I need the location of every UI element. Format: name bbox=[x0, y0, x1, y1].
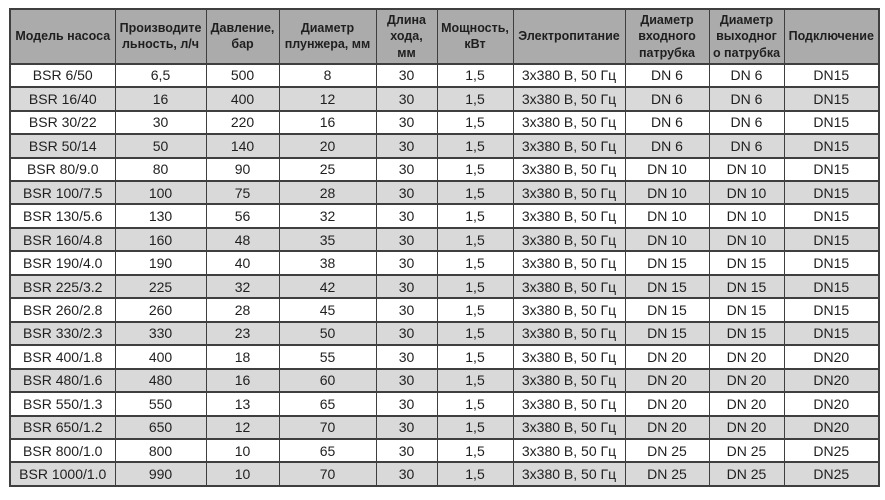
spec-cell: 56 bbox=[206, 204, 279, 227]
table-row bbox=[10, 392, 879, 415]
spec-cell: 13 bbox=[206, 392, 279, 415]
spec-cell: 30 bbox=[376, 134, 437, 157]
spec-cell: 16 bbox=[115, 87, 206, 110]
spec-cell: DN15 bbox=[784, 204, 879, 227]
spec-cell: 1,5 bbox=[437, 439, 513, 462]
spec-cell: 80 bbox=[115, 158, 206, 181]
spec-cell: 30 bbox=[376, 462, 437, 486]
model-cell: BSR 190/4.0 bbox=[10, 251, 115, 274]
spec-cell: DN 20 bbox=[709, 369, 784, 392]
spec-cell: 400 bbox=[115, 345, 206, 368]
spec-cell: 1,5 bbox=[437, 251, 513, 274]
spec-cell: DN 20 bbox=[625, 345, 709, 368]
model-cell: BSR 100/7.5 bbox=[10, 181, 115, 204]
spec-cell: 28 bbox=[206, 298, 279, 321]
spec-cell: 990 bbox=[115, 462, 206, 486]
spec-cell: 1,5 bbox=[437, 158, 513, 181]
spec-cell: DN 15 bbox=[709, 322, 784, 345]
table-row bbox=[10, 298, 879, 321]
spec-cell: 220 bbox=[206, 111, 279, 134]
spec-cell: DN 15 bbox=[625, 322, 709, 345]
spec-cell: DN15 bbox=[784, 158, 879, 181]
spec-cell: DN 25 bbox=[625, 462, 709, 486]
spec-cell: 1,5 bbox=[437, 204, 513, 227]
spec-cell: 38 bbox=[279, 251, 376, 274]
spec-cell: DN 6 bbox=[709, 64, 784, 87]
spec-cell: 650 bbox=[115, 416, 206, 439]
spec-cell: 1,5 bbox=[437, 275, 513, 298]
spec-cell: 1,5 bbox=[437, 181, 513, 204]
spec-cell: 190 bbox=[115, 251, 206, 274]
table-body bbox=[10, 64, 879, 486]
spec-cell: 3х380 В, 50 Гц bbox=[513, 204, 625, 227]
spec-cell: 28 bbox=[279, 181, 376, 204]
spec-cell: 70 bbox=[279, 462, 376, 486]
model-cell: BSR 1000/1.0 bbox=[10, 462, 115, 486]
spec-cell: 55 bbox=[279, 345, 376, 368]
spec-cell: 1,5 bbox=[437, 345, 513, 368]
spec-cell: 35 bbox=[279, 228, 376, 251]
spec-cell: DN 10 bbox=[709, 204, 784, 227]
spec-cell: DN15 bbox=[784, 64, 879, 87]
spec-cell: DN20 bbox=[784, 416, 879, 439]
spec-cell: 12 bbox=[206, 416, 279, 439]
column-header: Давление, бар bbox=[206, 9, 279, 64]
spec-cell: DN20 bbox=[784, 369, 879, 392]
column-header: Электропитание bbox=[513, 9, 625, 64]
spec-cell: DN15 bbox=[784, 298, 879, 321]
spec-cell: DN 15 bbox=[625, 298, 709, 321]
spec-cell: 20 bbox=[279, 134, 376, 157]
table-row bbox=[10, 345, 879, 368]
spec-cell: 40 bbox=[206, 251, 279, 274]
spec-cell: 30 bbox=[376, 275, 437, 298]
header-row bbox=[10, 9, 879, 64]
spec-cell: 32 bbox=[279, 204, 376, 227]
model-cell: BSR 260/2.8 bbox=[10, 298, 115, 321]
spec-cell: 30 bbox=[376, 298, 437, 321]
spec-cell: 260 bbox=[115, 298, 206, 321]
spec-cell: 800 bbox=[115, 439, 206, 462]
spec-cell: 6,5 bbox=[115, 64, 206, 87]
spec-cell: DN 15 bbox=[709, 275, 784, 298]
spec-cell: DN 15 bbox=[625, 275, 709, 298]
spec-cell: 3х380 В, 50 Гц bbox=[513, 64, 625, 87]
spec-cell: DN 25 bbox=[625, 439, 709, 462]
model-cell: BSR 16/40 bbox=[10, 87, 115, 110]
model-cell: BSR 550/1.3 bbox=[10, 392, 115, 415]
model-cell: BSR 225/3.2 bbox=[10, 275, 115, 298]
spec-cell: 3х380 В, 50 Гц bbox=[513, 228, 625, 251]
spec-cell: 140 bbox=[206, 134, 279, 157]
table-row bbox=[10, 64, 879, 87]
spec-cell: 1,5 bbox=[437, 228, 513, 251]
table-row bbox=[10, 251, 879, 274]
spec-cell: 3х380 В, 50 Гц bbox=[513, 275, 625, 298]
spec-cell: 16 bbox=[279, 111, 376, 134]
spec-cell: 1,5 bbox=[437, 64, 513, 87]
spec-cell: DN 20 bbox=[709, 392, 784, 415]
spec-cell: 8 bbox=[279, 64, 376, 87]
spec-cell: 1,5 bbox=[437, 322, 513, 345]
spec-cell: DN 20 bbox=[625, 369, 709, 392]
spec-cell: 60 bbox=[279, 369, 376, 392]
spec-cell: 225 bbox=[115, 275, 206, 298]
model-cell: BSR 400/1.8 bbox=[10, 345, 115, 368]
model-cell: BSR 80/9.0 bbox=[10, 158, 115, 181]
spec-cell: 3х380 В, 50 Гц bbox=[513, 134, 625, 157]
model-cell: BSR 50/14 bbox=[10, 134, 115, 157]
spec-cell: DN15 bbox=[784, 275, 879, 298]
spec-cell: 30 bbox=[376, 204, 437, 227]
spec-cell: DN15 bbox=[784, 111, 879, 134]
spec-cell: 30 bbox=[376, 158, 437, 181]
spec-cell: DN25 bbox=[784, 462, 879, 486]
spec-cell: DN15 bbox=[784, 251, 879, 274]
column-header: Длина хода, мм bbox=[376, 9, 437, 64]
model-cell: BSR 30/22 bbox=[10, 111, 115, 134]
spec-cell: 45 bbox=[279, 298, 376, 321]
spec-cell: 25 bbox=[279, 158, 376, 181]
spec-cell: DN20 bbox=[784, 345, 879, 368]
spec-cell: DN 10 bbox=[625, 181, 709, 204]
model-cell: BSR 160/4.8 bbox=[10, 228, 115, 251]
spec-cell: 3х380 В, 50 Гц bbox=[513, 439, 625, 462]
spec-cell: DN 15 bbox=[709, 251, 784, 274]
spec-cell: 3х380 В, 50 Гц bbox=[513, 251, 625, 274]
pump-spec-table bbox=[9, 8, 880, 487]
spec-cell: 30 bbox=[376, 322, 437, 345]
table-row bbox=[10, 111, 879, 134]
table-row bbox=[10, 204, 879, 227]
spec-cell: DN 20 bbox=[709, 345, 784, 368]
spec-cell: DN15 bbox=[784, 87, 879, 110]
spec-cell: 42 bbox=[279, 275, 376, 298]
spec-cell: 3х380 В, 50 Гц bbox=[513, 416, 625, 439]
spec-cell: DN 6 bbox=[625, 64, 709, 87]
spec-cell: DN 20 bbox=[625, 416, 709, 439]
column-header: Подключение bbox=[784, 9, 879, 64]
spec-cell: 1,5 bbox=[437, 369, 513, 392]
spec-cell: DN 6 bbox=[625, 111, 709, 134]
spec-cell: 3х380 В, 50 Гц bbox=[513, 111, 625, 134]
spec-cell: 3х380 В, 50 Гц bbox=[513, 158, 625, 181]
table-header bbox=[10, 9, 879, 64]
spec-cell: 48 bbox=[206, 228, 279, 251]
spec-cell: 3х380 В, 50 Гц bbox=[513, 322, 625, 345]
spec-cell: DN 6 bbox=[709, 87, 784, 110]
spec-cell: 1,5 bbox=[437, 134, 513, 157]
column-header: Мощность, кВт bbox=[437, 9, 513, 64]
spec-cell: DN15 bbox=[784, 228, 879, 251]
spec-cell: 30 bbox=[376, 111, 437, 134]
spec-cell: 30 bbox=[376, 369, 437, 392]
column-header: Диаметр плунжера, мм bbox=[279, 9, 376, 64]
spec-cell: 3х380 В, 50 Гц bbox=[513, 298, 625, 321]
spec-cell: 10 bbox=[206, 439, 279, 462]
spec-cell: 30 bbox=[376, 251, 437, 274]
table-row bbox=[10, 134, 879, 157]
table-row bbox=[10, 158, 879, 181]
spec-cell: 50 bbox=[279, 322, 376, 345]
spec-cell: DN15 bbox=[784, 322, 879, 345]
spec-cell: 30 bbox=[376, 392, 437, 415]
spec-cell: 65 bbox=[279, 439, 376, 462]
spec-cell: DN 10 bbox=[625, 158, 709, 181]
spec-cell: 30 bbox=[376, 345, 437, 368]
spec-cell: 480 bbox=[115, 369, 206, 392]
spec-cell: 50 bbox=[115, 134, 206, 157]
spec-cell: DN 25 bbox=[709, 462, 784, 486]
spec-cell: DN 10 bbox=[709, 158, 784, 181]
spec-cell: DN 25 bbox=[709, 439, 784, 462]
spec-cell: 550 bbox=[115, 392, 206, 415]
model-cell: BSR 6/50 bbox=[10, 64, 115, 87]
spec-cell: 10 bbox=[206, 462, 279, 486]
spec-cell: 100 bbox=[115, 181, 206, 204]
spec-cell: 12 bbox=[279, 87, 376, 110]
table-row bbox=[10, 462, 879, 486]
spec-cell: 130 bbox=[115, 204, 206, 227]
spec-cell: 400 bbox=[206, 87, 279, 110]
table-row bbox=[10, 228, 879, 251]
model-cell: BSR 650/1.2 bbox=[10, 416, 115, 439]
table-row bbox=[10, 322, 879, 345]
spec-cell: 30 bbox=[376, 228, 437, 251]
spec-cell: DN 10 bbox=[709, 181, 784, 204]
model-cell: BSR 330/2.3 bbox=[10, 322, 115, 345]
spec-cell: 3х380 В, 50 Гц bbox=[513, 369, 625, 392]
spec-cell: 30 bbox=[376, 87, 437, 110]
spec-cell: 18 bbox=[206, 345, 279, 368]
spec-cell: 3х380 В, 50 Гц bbox=[513, 392, 625, 415]
spec-cell: DN15 bbox=[784, 181, 879, 204]
spec-cell: DN15 bbox=[784, 134, 879, 157]
spec-cell: 30 bbox=[376, 439, 437, 462]
spec-cell: 30 bbox=[376, 181, 437, 204]
spec-cell: 16 bbox=[206, 369, 279, 392]
column-header: Диаметр входного патрубка bbox=[625, 9, 709, 64]
table-row bbox=[10, 439, 879, 462]
spec-cell: 75 bbox=[206, 181, 279, 204]
table-row bbox=[10, 416, 879, 439]
column-header: Диаметр выходного патрубка bbox=[709, 9, 784, 64]
spec-cell: 23 bbox=[206, 322, 279, 345]
spec-cell: 1,5 bbox=[437, 111, 513, 134]
table-row bbox=[10, 181, 879, 204]
spec-cell: DN25 bbox=[784, 439, 879, 462]
spec-cell: 500 bbox=[206, 64, 279, 87]
spec-cell: 1,5 bbox=[437, 416, 513, 439]
model-cell: BSR 800/1.0 bbox=[10, 439, 115, 462]
spec-cell: 32 bbox=[206, 275, 279, 298]
spec-cell: 90 bbox=[206, 158, 279, 181]
spec-cell: DN20 bbox=[784, 392, 879, 415]
spec-cell: 30 bbox=[376, 416, 437, 439]
spec-cell: DN 20 bbox=[625, 392, 709, 415]
spec-cell: 3х380 В, 50 Гц bbox=[513, 345, 625, 368]
spec-cell: DN 15 bbox=[709, 298, 784, 321]
spec-cell: 70 bbox=[279, 416, 376, 439]
spec-cell: 1,5 bbox=[437, 392, 513, 415]
model-cell: BSR 130/5.6 bbox=[10, 204, 115, 227]
spec-cell: 330 bbox=[115, 322, 206, 345]
spec-cell: 1,5 bbox=[437, 87, 513, 110]
spec-cell: DN 10 bbox=[625, 228, 709, 251]
spec-cell: DN 10 bbox=[625, 204, 709, 227]
spec-cell: 1,5 bbox=[437, 462, 513, 486]
spec-cell: 1,5 bbox=[437, 298, 513, 321]
spec-cell: DN 15 bbox=[625, 251, 709, 274]
column-header: Модель насоса bbox=[10, 9, 115, 64]
model-cell: BSR 480/1.6 bbox=[10, 369, 115, 392]
column-header: Производительность, л/ч bbox=[115, 9, 206, 64]
spec-cell: DN 6 bbox=[625, 87, 709, 110]
spec-cell: DN 6 bbox=[709, 134, 784, 157]
table-row bbox=[10, 87, 879, 110]
spec-cell: 3х380 В, 50 Гц bbox=[513, 181, 625, 204]
spec-cell: DN 6 bbox=[625, 134, 709, 157]
spec-cell: DN 20 bbox=[709, 416, 784, 439]
spec-cell: 30 bbox=[115, 111, 206, 134]
spec-cell: 30 bbox=[376, 64, 437, 87]
spec-cell: 160 bbox=[115, 228, 206, 251]
spec-cell: 65 bbox=[279, 392, 376, 415]
spec-cell: 3х380 В, 50 Гц bbox=[513, 462, 625, 486]
spec-cell: 3х380 В, 50 Гц bbox=[513, 87, 625, 110]
spec-cell: DN 10 bbox=[709, 228, 784, 251]
table-row bbox=[10, 275, 879, 298]
table-row bbox=[10, 369, 879, 392]
spec-cell: DN 6 bbox=[709, 111, 784, 134]
